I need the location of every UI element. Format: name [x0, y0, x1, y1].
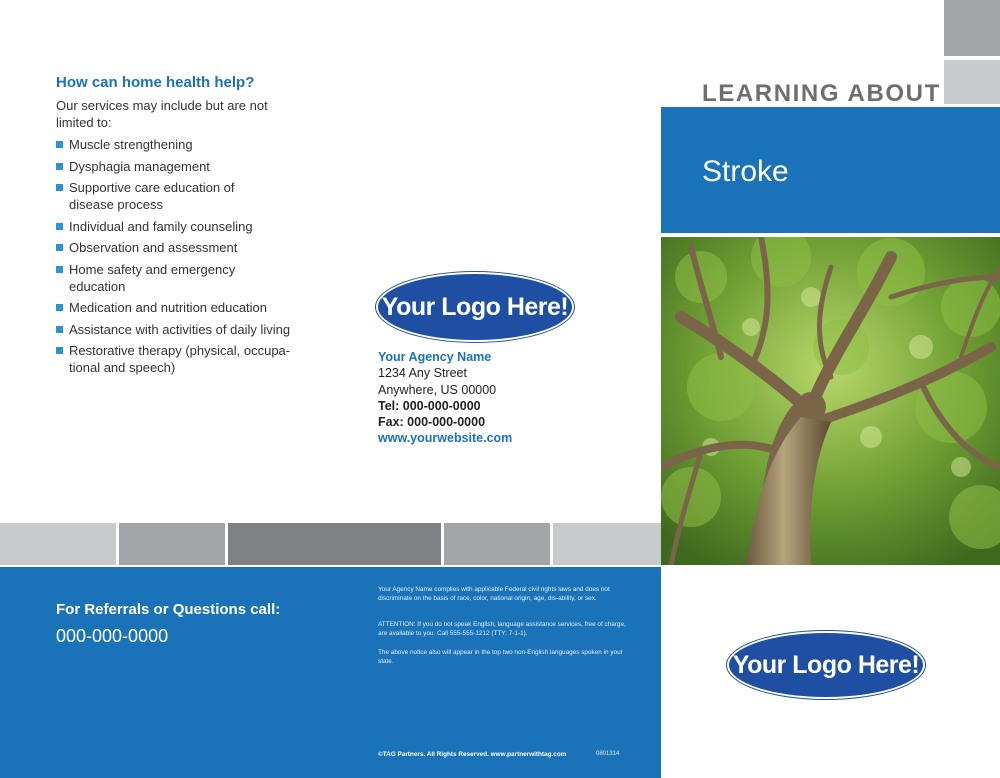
tree-photo: [661, 237, 1000, 565]
agency-city: Anywhere, US 00000: [378, 382, 497, 397]
list-item: [56, 299, 306, 316]
logo-text: Your Logo Here!: [732, 650, 920, 679]
list-item: [56, 179, 306, 213]
square-bullet-icon: [56, 141, 63, 148]
decorative-grey-block: [944, 0, 1000, 56]
list-item: [56, 136, 306, 153]
decorative-grey-bar: [228, 523, 441, 565]
list-item: [56, 158, 306, 175]
decorative-grey-bar: [0, 523, 116, 565]
services-intro: Our services may include but are not limited to:: [56, 98, 268, 130]
list-item: [56, 321, 306, 338]
decorative-grey-block: [944, 60, 1000, 104]
nondiscrimination-notice: Your Agency Name complies with applicable Federal civil rights laws and does not discriminate on the basis of race, color, national origin, age, dis-ability, or sex.: [378, 586, 610, 602]
square-bullet-icon: [56, 326, 63, 333]
service-text: Medication and nutrition education: [69, 300, 268, 315]
square-bullet-icon: [56, 184, 63, 191]
list-item: [56, 342, 306, 376]
agency-contact-block: [378, 349, 512, 447]
service-text: Home safety and emergency education: [69, 261, 236, 294]
list-item: [56, 239, 306, 256]
agency-website: www.yourwebsite.com: [378, 431, 513, 446]
cover-title: Stroke: [702, 155, 789, 188]
agency-name: Your Agency Name: [378, 350, 492, 364]
agency-street: 1234 Any Street: [378, 366, 467, 381]
services-heading: How can home health help?: [56, 74, 255, 91]
agency-logo: [727, 631, 925, 699]
services-list: [56, 136, 306, 381]
service-text: Dysphagia management: [69, 158, 210, 174]
service-text: Supportive care education of disease process: [69, 180, 235, 212]
decorative-grey-bar: [444, 523, 550, 565]
square-bullet-icon: [56, 304, 63, 311]
service-text: Observation and assessment: [69, 240, 238, 255]
language-assistance-notice: ATTENTION: If you do not speak English, language assistance services, free of charge, are available to you. Call 555-555-1212 (TTY: 7-1-1).: [378, 621, 626, 637]
agency-tel: Tel: 000-000-0000: [378, 398, 481, 413]
square-bullet-icon: [56, 163, 63, 170]
square-bullet-icon: [56, 244, 63, 251]
referrals-label: For Referrals or Questions call:: [56, 601, 281, 618]
square-bullet-icon: [56, 223, 63, 230]
agency-logo: [376, 272, 574, 342]
tree-illustration: [661, 237, 1000, 565]
list-item: [56, 261, 306, 295]
document-code: 0801314: [596, 751, 620, 757]
service-text: Restorative therapy (physical, occupa- tional and speech): [69, 343, 291, 375]
copyright-line: ©TAG Partners. All Rights Reserved. www.partnerwithtag.com: [378, 751, 567, 758]
service-text: Assistance with activities of daily living: [69, 321, 291, 337]
decorative-grey-bar: [119, 523, 225, 565]
logo-text: Your Logo Here!: [381, 292, 569, 321]
service-text: Individual and family counseling: [69, 218, 253, 234]
service-text: Muscle strengthening: [69, 137, 193, 152]
decorative-grey-bar: [553, 523, 661, 565]
square-bullet-icon: [56, 266, 63, 273]
language-notice-note: The above notice also will appear in the top two non-English languages spoken in your state.: [378, 649, 623, 665]
square-bullet-icon: [56, 347, 63, 354]
list-item: [56, 218, 306, 235]
cover-kicker: LEARNING ABOUT: [702, 80, 941, 107]
agency-fax: Fax: 000-000-0000: [378, 415, 486, 430]
referrals-phone: 000-000-0000: [56, 626, 169, 646]
